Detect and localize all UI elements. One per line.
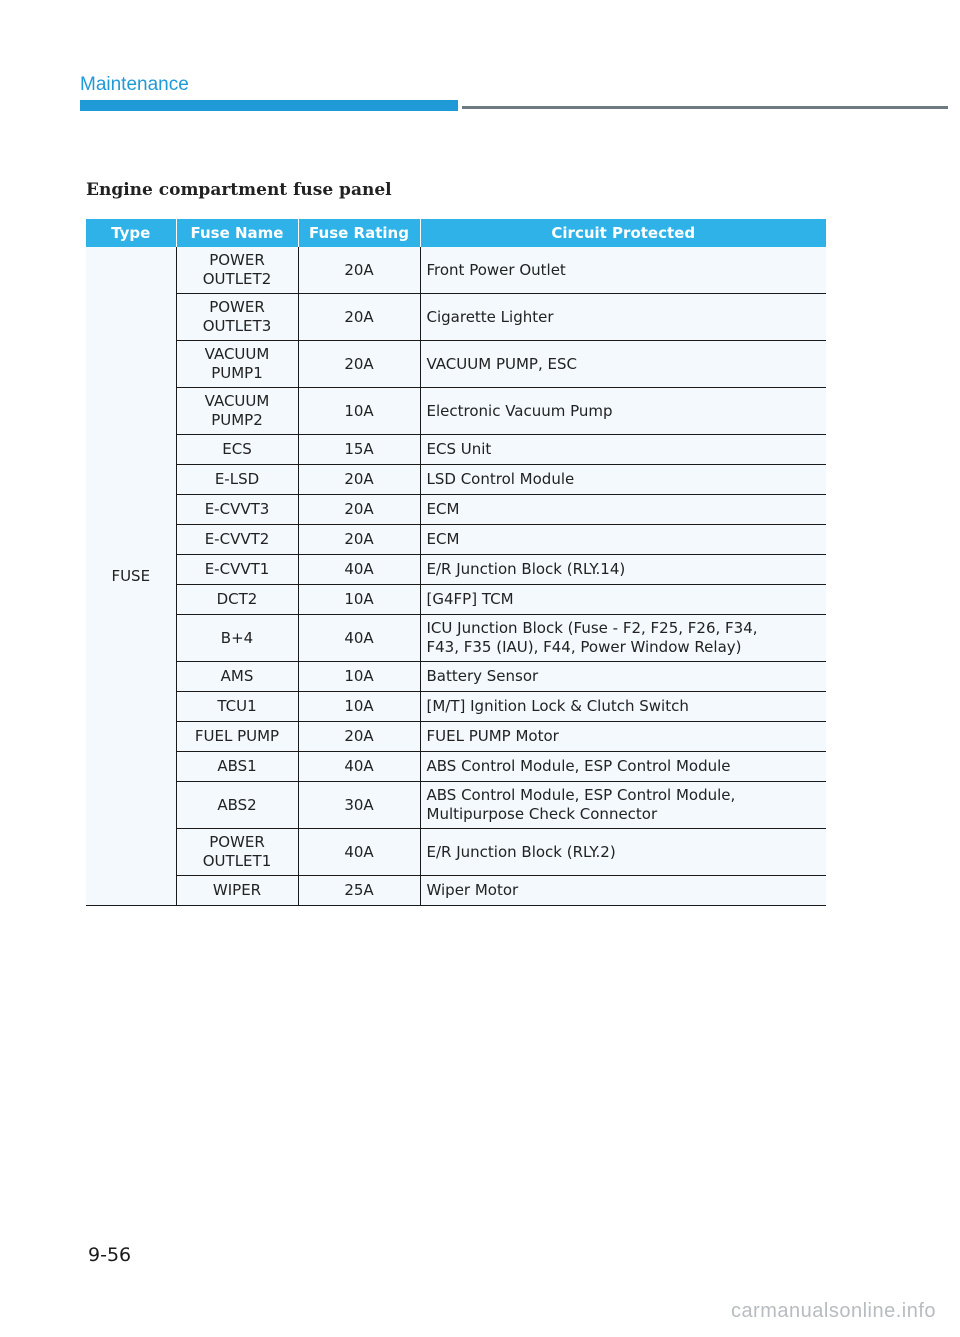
table-row — [86, 876, 826, 906]
fuse-name-cell: FUEL PUMP — [176, 722, 298, 752]
table-row — [86, 722, 826, 752]
circuit-protected-cell: ABS Control Module, ESP Control Module — [420, 752, 826, 782]
fuse-rating-cell: 20A — [298, 341, 420, 388]
fuse-name-cell: TCU1 — [176, 692, 298, 722]
circuit-protected-cell: Cigarette Lighter — [420, 294, 826, 341]
column-header-type: Type — [86, 219, 176, 247]
circuit-protected-cell: VACUUM PUMP, ESC — [420, 341, 826, 388]
circuit-protected-cell: E/R Junction Block (RLY.14) — [420, 555, 826, 585]
circuit-protected-cell: ECM — [420, 525, 826, 555]
table-row — [86, 782, 826, 829]
fuse-name-cell: WIPER — [176, 876, 298, 906]
table-row — [86, 585, 826, 615]
fuse-rating-cell: 20A — [298, 247, 420, 294]
fuse-rating-cell: 20A — [298, 722, 420, 752]
fuse-rating-cell: 20A — [298, 465, 420, 495]
table-header-row — [86, 219, 826, 247]
fuse-name-cell: ABS2 — [176, 782, 298, 829]
fuse-name-cell: POWER OUTLET1 — [176, 829, 298, 876]
table-row — [86, 341, 826, 388]
column-header-fuse-name: Fuse Name — [176, 219, 298, 247]
fuse-rating-cell: 15A — [298, 435, 420, 465]
fuse-rating-cell: 20A — [298, 525, 420, 555]
table-row — [86, 525, 826, 555]
table-row — [86, 495, 826, 525]
fuse-name-cell: ABS1 — [176, 752, 298, 782]
fuse-rating-cell: 25A — [298, 876, 420, 906]
fuse-name-cell: DCT2 — [176, 585, 298, 615]
fuse-table-body — [86, 247, 826, 906]
table-row — [86, 829, 826, 876]
circuit-protected-cell: [M/T] Ignition Lock & Clutch Switch — [420, 692, 826, 722]
header-rule-accent — [80, 100, 458, 111]
fuse-name-cell: ECS — [176, 435, 298, 465]
fuse-name-cell: E-CVVT3 — [176, 495, 298, 525]
type-cell: FUSE — [86, 247, 176, 906]
fuse-name-cell: AMS — [176, 662, 298, 692]
circuit-protected-cell: ICU Junction Block (Fuse - F2, F25, F26, F34, F43, F35 (IAU), F44, Power Window Relay) — [420, 615, 826, 662]
fuse-name-cell: POWER OUTLET2 — [176, 247, 298, 294]
circuit-protected-cell: E/R Junction Block (RLY.2) — [420, 829, 826, 876]
circuit-protected-cell: Front Power Outlet — [420, 247, 826, 294]
page-number: 9-56 — [88, 1244, 132, 1266]
fuse-name-cell: E-CVVT1 — [176, 555, 298, 585]
table-row — [86, 555, 826, 585]
fuse-name-cell: POWER OUTLET3 — [176, 294, 298, 341]
circuit-protected-cell: [G4FP] TCM — [420, 585, 826, 615]
fuse-rating-cell: 10A — [298, 692, 420, 722]
fuse-rating-cell: 40A — [298, 555, 420, 585]
fuse-rating-cell: 10A — [298, 388, 420, 435]
table-row — [86, 294, 826, 341]
fuse-name-cell: VACUUM PUMP1 — [176, 341, 298, 388]
fuse-name-cell: E-CVVT2 — [176, 525, 298, 555]
table-row — [86, 752, 826, 782]
fuse-name-cell: B+4 — [176, 615, 298, 662]
table-row — [86, 615, 826, 662]
circuit-protected-cell: FUEL PUMP Motor — [420, 722, 826, 752]
fuse-rating-cell: 10A — [298, 585, 420, 615]
circuit-protected-cell: Battery Sensor — [420, 662, 826, 692]
circuit-protected-cell: Wiper Motor — [420, 876, 826, 906]
table-row — [86, 388, 826, 435]
table-row — [86, 692, 826, 722]
fuse-name-cell: E-LSD — [176, 465, 298, 495]
section-title: Maintenance — [80, 74, 189, 95]
watermark: carmanualsonline.info — [730, 1300, 936, 1322]
header-rule — [462, 106, 948, 109]
circuit-protected-cell: ECS Unit — [420, 435, 826, 465]
table-row — [86, 465, 826, 495]
table-row — [86, 247, 826, 294]
fuse-rating-cell: 30A — [298, 782, 420, 829]
fuse-rating-cell: 10A — [298, 662, 420, 692]
column-header-fuse-rating: Fuse Rating — [298, 219, 420, 247]
circuit-protected-cell: LSD Control Module — [420, 465, 826, 495]
fuse-rating-cell: 20A — [298, 294, 420, 341]
page-heading: Engine compartment fuse panel — [86, 180, 392, 200]
circuit-protected-cell: Electronic Vacuum Pump — [420, 388, 826, 435]
fuse-name-cell: VACUUM PUMP2 — [176, 388, 298, 435]
fuse-rating-cell: 20A — [298, 495, 420, 525]
table-row — [86, 662, 826, 692]
circuit-protected-cell: ECM — [420, 495, 826, 525]
circuit-protected-cell: ABS Control Module, ESP Control Module, Multipurpose Check Connector — [420, 782, 826, 829]
fuse-rating-cell: 40A — [298, 752, 420, 782]
column-header-circuit-protected: Circuit Protected — [420, 219, 826, 247]
table-row — [86, 435, 826, 465]
fuse-rating-cell: 40A — [298, 829, 420, 876]
fuse-rating-cell: 40A — [298, 615, 420, 662]
fuse-table — [86, 219, 826, 906]
